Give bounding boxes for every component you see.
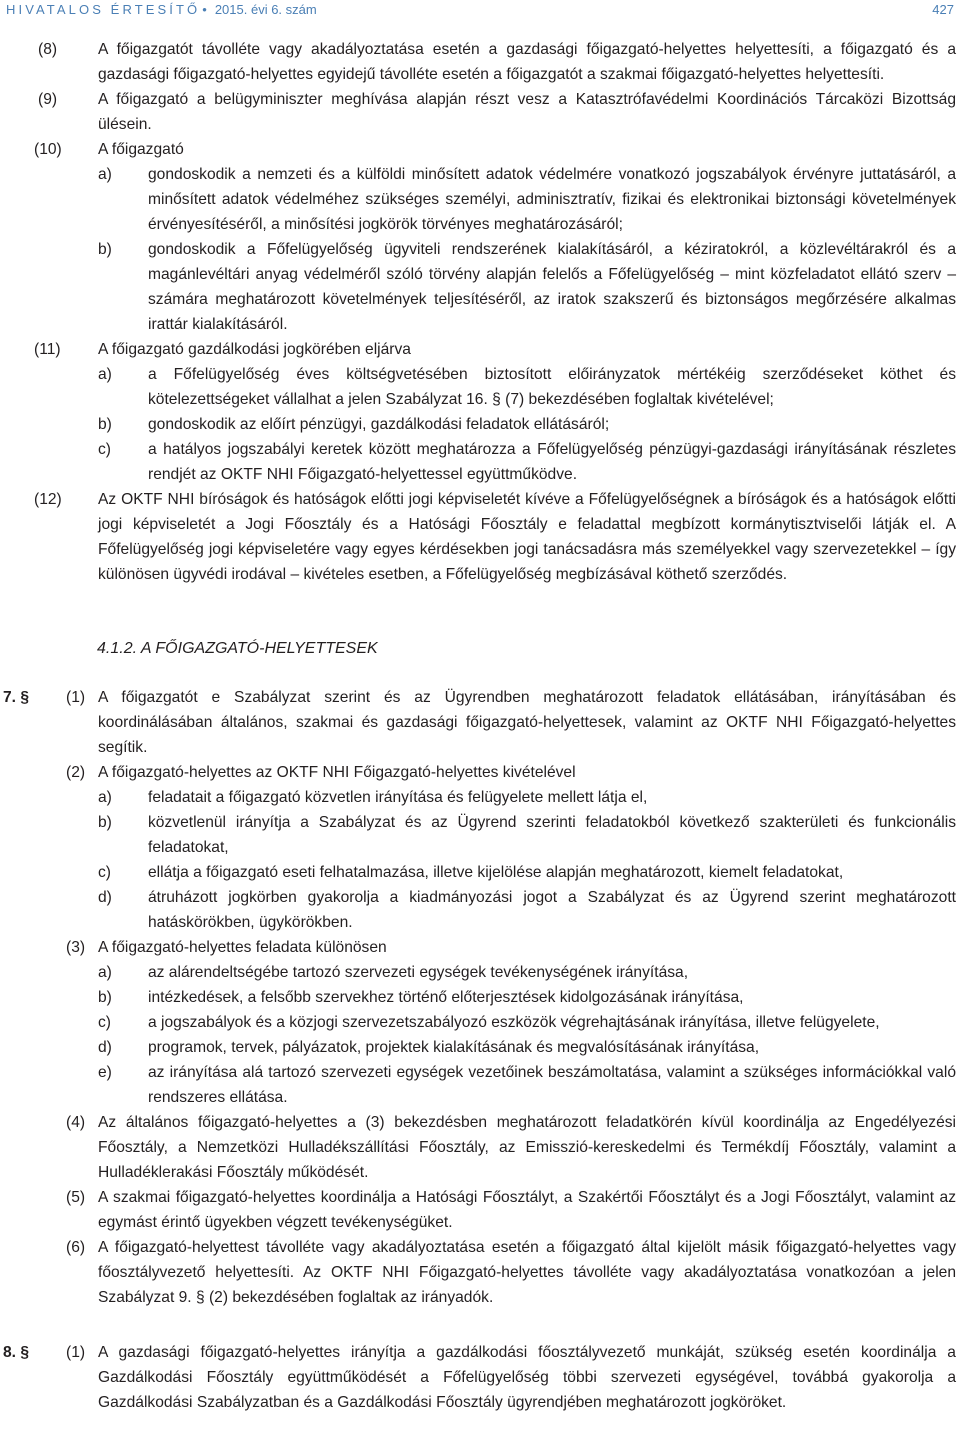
item-text: gondoskodik az előírt pénzügyi, gazdálkodási feladatok ellátásáról;: [148, 416, 610, 433]
item-text: a jogszabályok és a közjogi szervezetszabályozó eszközök végrehajtásának irányítása, illetve felügyelete,: [148, 1014, 880, 1031]
item-letter: c): [98, 441, 111, 458]
item-letter: b): [98, 416, 112, 433]
item-letter: c): [98, 1014, 111, 1031]
paragraph-text: A szakmai főigazgató-helyettes koordinálja a Hatósági Főosztályt, a Szakértői Főosztályt és a Jogi Főosztályt, valamint az egymást érintő ügyekben végzett tevékenységüket.: [98, 1189, 956, 1231]
item-letter: a): [98, 964, 112, 981]
item-text: ellátja a főigazgató eseti felhatalmazása, illetve kijelölése alapján meghatározott, kiemelt feladatokat,: [148, 864, 844, 881]
list-item: [0, 237, 960, 337]
list-item: [0, 785, 960, 810]
item-text: a hatályos jogszabályi keretek között meghatározza a Főfelügyelőség pénzügyi-gazdasági irányításának részletes rendjét az OKTF NHI Főigazgató-helyettessel együttműködve.: [148, 441, 956, 483]
item-letter: a): [98, 366, 112, 383]
section-7-paragraph-4: [0, 1110, 960, 1185]
section-7-paragraph-1: [0, 685, 960, 760]
page-number: 427: [932, 2, 954, 17]
paragraph-10: [0, 137, 960, 162]
list-item: [0, 437, 960, 487]
paragraph-number: (1): [66, 1344, 86, 1361]
item-text: átruházott jogkörben gyakorolja a kiadmányozási jogot a Szabályzat és az Ügyrend szerint meghatározott hatáskörökben, ügykörökben.: [148, 889, 956, 931]
paragraph-9: [0, 87, 960, 137]
section-spacer: [0, 1310, 960, 1340]
item-letter: e): [98, 1064, 112, 1081]
item-letter: b): [98, 241, 112, 258]
paragraph-number: (11): [34, 341, 61, 358]
item-letter: d): [98, 889, 112, 906]
list-item: [0, 1035, 960, 1060]
page-header: [0, 0, 960, 22]
paragraph-number: (4): [66, 1114, 86, 1131]
paragraph-text: A főigazgatót e Szabályzat szerint és az Ügyrendben meghatározott feladatok ellátásában, irányításában és koordinálásában általános, szakmai és gazdasági főigazgató-helyettesek, valamint az OKTF NHI Főigazgató-helyettes segítik.: [98, 689, 956, 756]
section-number: 7. §: [3, 689, 30, 706]
section-7-paragraph-2: [0, 760, 960, 785]
paragraph-text: Az OKTF NHI bíróságok és hatóságok előtti jogi képviseletét kívéve a Főfelügyelőségnek a bíróságok és a hatóságok előtti jogi képviseletét a Jogi Főosztály és a Hatósági Főosztály e feladattal megbízott kormánytisztviselői látják el. A Főfelügyelőség jogi képviseletére vagy egyes kérdésekben jogi tanácsadásra más személyekkel vagy szervezetekkel – így különösen ügyvédi irodával – kivételes esetben, a Főfelügyelőség megbízásával köthető szerződés.: [98, 491, 956, 583]
paragraph-text: Az általános főigazgató-helyettes a (3) bekezdésben meghatározott feladatkörén kívül koordinálja az Engedélyezési Főosztály, a Nemzetközi Hulladékszállítási Főosztály, az Emisszió-kereskedelmi és Termékdíj Főosztály, valamint a Hulladéklerakási Főosztály működését.: [98, 1114, 956, 1181]
section-7-paragraph-6: [0, 1235, 960, 1310]
paragraph-8: [0, 37, 960, 87]
section-7-paragraph-3: [0, 935, 960, 960]
list-item: [0, 860, 960, 885]
item-letter: a): [98, 166, 112, 183]
item-text: az alárendeltségébe tartozó szervezeti egységek tevékenységének irányítása,: [148, 964, 689, 981]
item-text: gondoskodik a nemzeti és a külföldi minősített adatok védelmére vonatkozó jogszabályok érvényre juttatásáról, a minősített adatok védelméhez szükséges személyi, adminisztratív, fizikai és elektronikai biztonsági követelmények érvényesítéséről, a minősítési jogkörök törvényes meghatározásáról;: [148, 166, 956, 233]
issue-label: 2015. évi 6. szám: [214, 2, 317, 17]
publication-title: [6, 2, 317, 17]
paragraph-text: A főigazgató: [98, 141, 184, 158]
paragraph-number: (1): [66, 689, 86, 706]
item-text: intézkedések, a felsőbb szervekhez történő előterjesztések kidolgozásának irányítása,: [148, 989, 744, 1006]
paragraph-text: A főigazgató-helyettes feladata különösen: [98, 939, 387, 956]
paragraph-number: (8): [38, 41, 58, 58]
list-item: [0, 885, 960, 935]
paragraph-text: A gazdasági főigazgató-helyettes irányítja a gazdálkodási főosztályvezető munkáját, szükség esetén koordinálja a Gazdálkodási Főosztály együttműködését a Főfelügyelőség többi szervezeti egységével, továbbá gyakorolja a Gazdálkodási Szabályzatban és a Gazdálkodási Főosztály ügyrendjében meghatározott jogköröket.: [98, 1344, 956, 1411]
paragraph-11: [0, 337, 960, 362]
list-item: [0, 1060, 960, 1110]
paragraph-number: (2): [66, 764, 86, 781]
document-body: [0, 37, 960, 1415]
paragraph-number: (9): [38, 91, 58, 108]
item-letter: b): [98, 989, 112, 1006]
paragraph-text: A főigazgatót távolléte vagy akadályoztatása esetén a gazdasági főigazgató-helyettes helyettesíti, a főigazgató és a gazdasági főigazgató-helyettes egyidejű távolléte esetén a főigazgatót a szakmai főigazgató-helyettes helyettesíti.: [98, 41, 956, 83]
item-letter: b): [98, 814, 112, 831]
item-text: gondoskodik a Főfelügyelőség ügyviteli rendszerének kialakításáról, a kéziratokról, a közlevéltárakról és a magánlevéltári anyag védelméről szóló törvény alapján felelős a Főfelügyelőség – mint közfeladatot ellátó szerv – számára meghatározott követelmények teljesítéséről, az iratok szakszerű és biztonságos megőrzésére alkalmas irattár kialakításáról.: [148, 241, 956, 333]
section-7-paragraph-5: [0, 1185, 960, 1235]
paragraph-number: (6): [66, 1239, 86, 1256]
item-letter: d): [98, 1039, 112, 1056]
list-item: [0, 1010, 960, 1035]
publication-name: HIVATALOS ÉRTESÍTŐ: [6, 2, 201, 17]
header-separator: •: [202, 2, 207, 17]
paragraph-text: A főigazgató-helyettes az OKTF NHI Főigazgató-helyettes kivételével: [98, 764, 576, 781]
list-item: [0, 985, 960, 1010]
item-text: közvetlenül irányítja a Szabályzat és az Ügyrend szerinti feladatokból következő szakterületi és funkcionális feladatokat,: [148, 814, 956, 856]
paragraph-number: (12): [34, 491, 62, 508]
item-letter: c): [98, 864, 111, 881]
item-letter: a): [98, 789, 112, 806]
section-number: 8. §: [3, 1344, 30, 1361]
paragraph-text: A főigazgató-helyettest távolléte vagy akadályoztatása esetén a főigazgató által kijelölt másik főigazgató-helyettes vagy főosztályvezető helyettesíti. Az OKTF NHI Főigazgató-helyettes távolléte vagy akadályoztatása vonatkozóan a jelen Szabályzat 9. § (2) bekezdésében foglaltak az irányadók.: [98, 1239, 956, 1306]
paragraph-number: (10): [34, 141, 62, 158]
list-item: [0, 412, 960, 437]
paragraph-number: (3): [66, 939, 86, 956]
item-text: a Főfelügyelőség éves költségvetésében biztosított előirányzatok mértékéig szerződéseket köthet és kötelezettségeket vállalhat a jelen Szabályzat 16. § (7) bekezdésében foglaltak kivételével;: [148, 366, 956, 408]
item-text: feladatait a főigazgató közvetlen irányítása és felügyelete mellett látja el,: [148, 789, 648, 806]
section-8-paragraph-1: [0, 1340, 960, 1415]
paragraph-12: [0, 487, 960, 587]
list-item: [0, 362, 960, 412]
list-item: [0, 810, 960, 860]
list-item: [0, 960, 960, 985]
list-item: [0, 162, 960, 237]
item-text: programok, tervek, pályázatok, projektek kialakításának és megvalósításának irányítása,: [148, 1039, 760, 1056]
section-heading: 4.1.2. A FŐIGAZGATÓ-HELYETTESEK: [97, 640, 378, 657]
item-text: az irányítása alá tartozó szervezeti egységek vezetőinek beszámoltatása, valamint a szükséges információkkal való rendszeres ellátása.: [148, 1064, 956, 1106]
paragraph-text: A főigazgató gazdálkodási jogkörében eljárva: [98, 341, 411, 358]
paragraph-text: A főigazgató a belügyminiszter meghívása alapján részt vesz a Katasztrófavédelmi Koordinációs Tárcaközi Bizottság ülésein.: [98, 91, 956, 133]
paragraph-number: (5): [66, 1189, 86, 1206]
